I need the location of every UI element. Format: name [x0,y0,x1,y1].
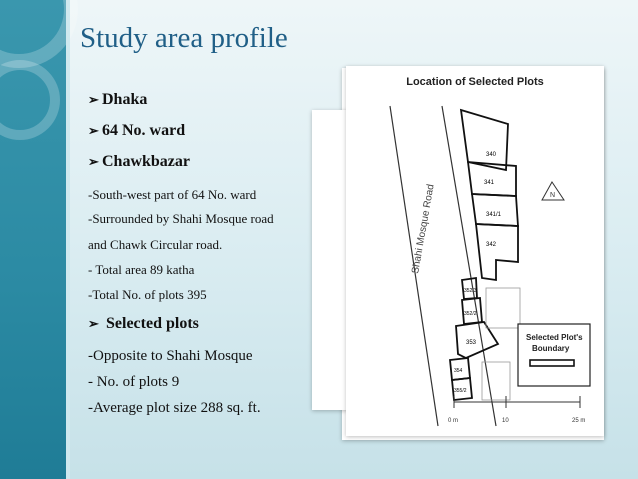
map-title: Location of Selected Plots [406,76,544,88]
bullet-text: Selected plots [102,315,199,332]
bullet-item [88,348,253,365]
bullet-text: and Chawk Circular road. [88,237,223,252]
plot-341-1 [472,194,518,226]
arrow-bullet-icon: ➢ [88,316,99,331]
band-edge [66,0,70,479]
scale-label: 0 m [448,418,459,424]
bullet-item [88,187,256,203]
scale-label: 25 m [572,418,586,424]
road-label: Shahi Mosque Road [410,183,437,275]
bullet-text: 64 No. ward [102,122,186,139]
plot-353 [456,322,498,358]
bullet-item [88,374,179,391]
bullet-text: -South-west part of 64 No. ward [88,187,257,202]
plot-label-352-2: 352/2 [464,311,477,317]
plot-label-352-3: 352/3 [464,288,477,294]
bullet-item [88,237,222,253]
bullet-item [88,211,274,227]
bullet-text: -Total No. of plots 395 [88,287,207,302]
map-sheet-front [346,66,604,436]
bullet-text: - No. of plots 9 [88,374,180,390]
bullet-text: -Surrounded by Shahi Mosque road [88,211,274,226]
bullet-text: -Opposite to Shahi Mosque [88,348,253,364]
bullet-text: Chawkbazar [102,153,191,170]
arrow-bullet-icon: ➢ [88,154,99,169]
bullet-item [88,262,194,278]
bullet-item [88,91,147,109]
bullet-text: -Average plot size 288 sq. ft. [88,400,261,416]
legend-title: Selected Plot's [526,333,583,342]
plot-340 [461,110,508,170]
bullet-item [88,287,207,303]
map-figure [312,66,608,446]
plot-342 [476,224,518,280]
bullet-text: - Total area 89 katha [88,262,195,277]
plot-label-355-2: 355/2 [454,388,467,394]
bullet-item [88,400,261,417]
arrow-bullet-icon: ➢ [88,92,99,107]
bullet-text: Dhaka [102,91,148,108]
plot-label-341-1: 341/1 [486,212,502,218]
north-arrow-icon [542,182,564,200]
arrow-bullet-icon: ➢ [88,123,99,138]
plot-label-354: 354 [454,368,463,374]
bullet-item [88,153,190,171]
plot-label-353: 353 [466,340,477,346]
legend-title: Boundary [532,344,570,353]
bullet-item [88,315,199,333]
svg-text:N: N [550,192,556,199]
slide-title: Study area profile [80,22,288,54]
bullet-item [88,122,185,140]
plot-outline [486,288,520,328]
plot-map [346,66,604,436]
plot-label-342: 342 [486,242,497,248]
plot-label-340: 340 [486,152,497,158]
plot-label-341: 341 [484,180,495,186]
scale-label: 10 [502,418,509,424]
